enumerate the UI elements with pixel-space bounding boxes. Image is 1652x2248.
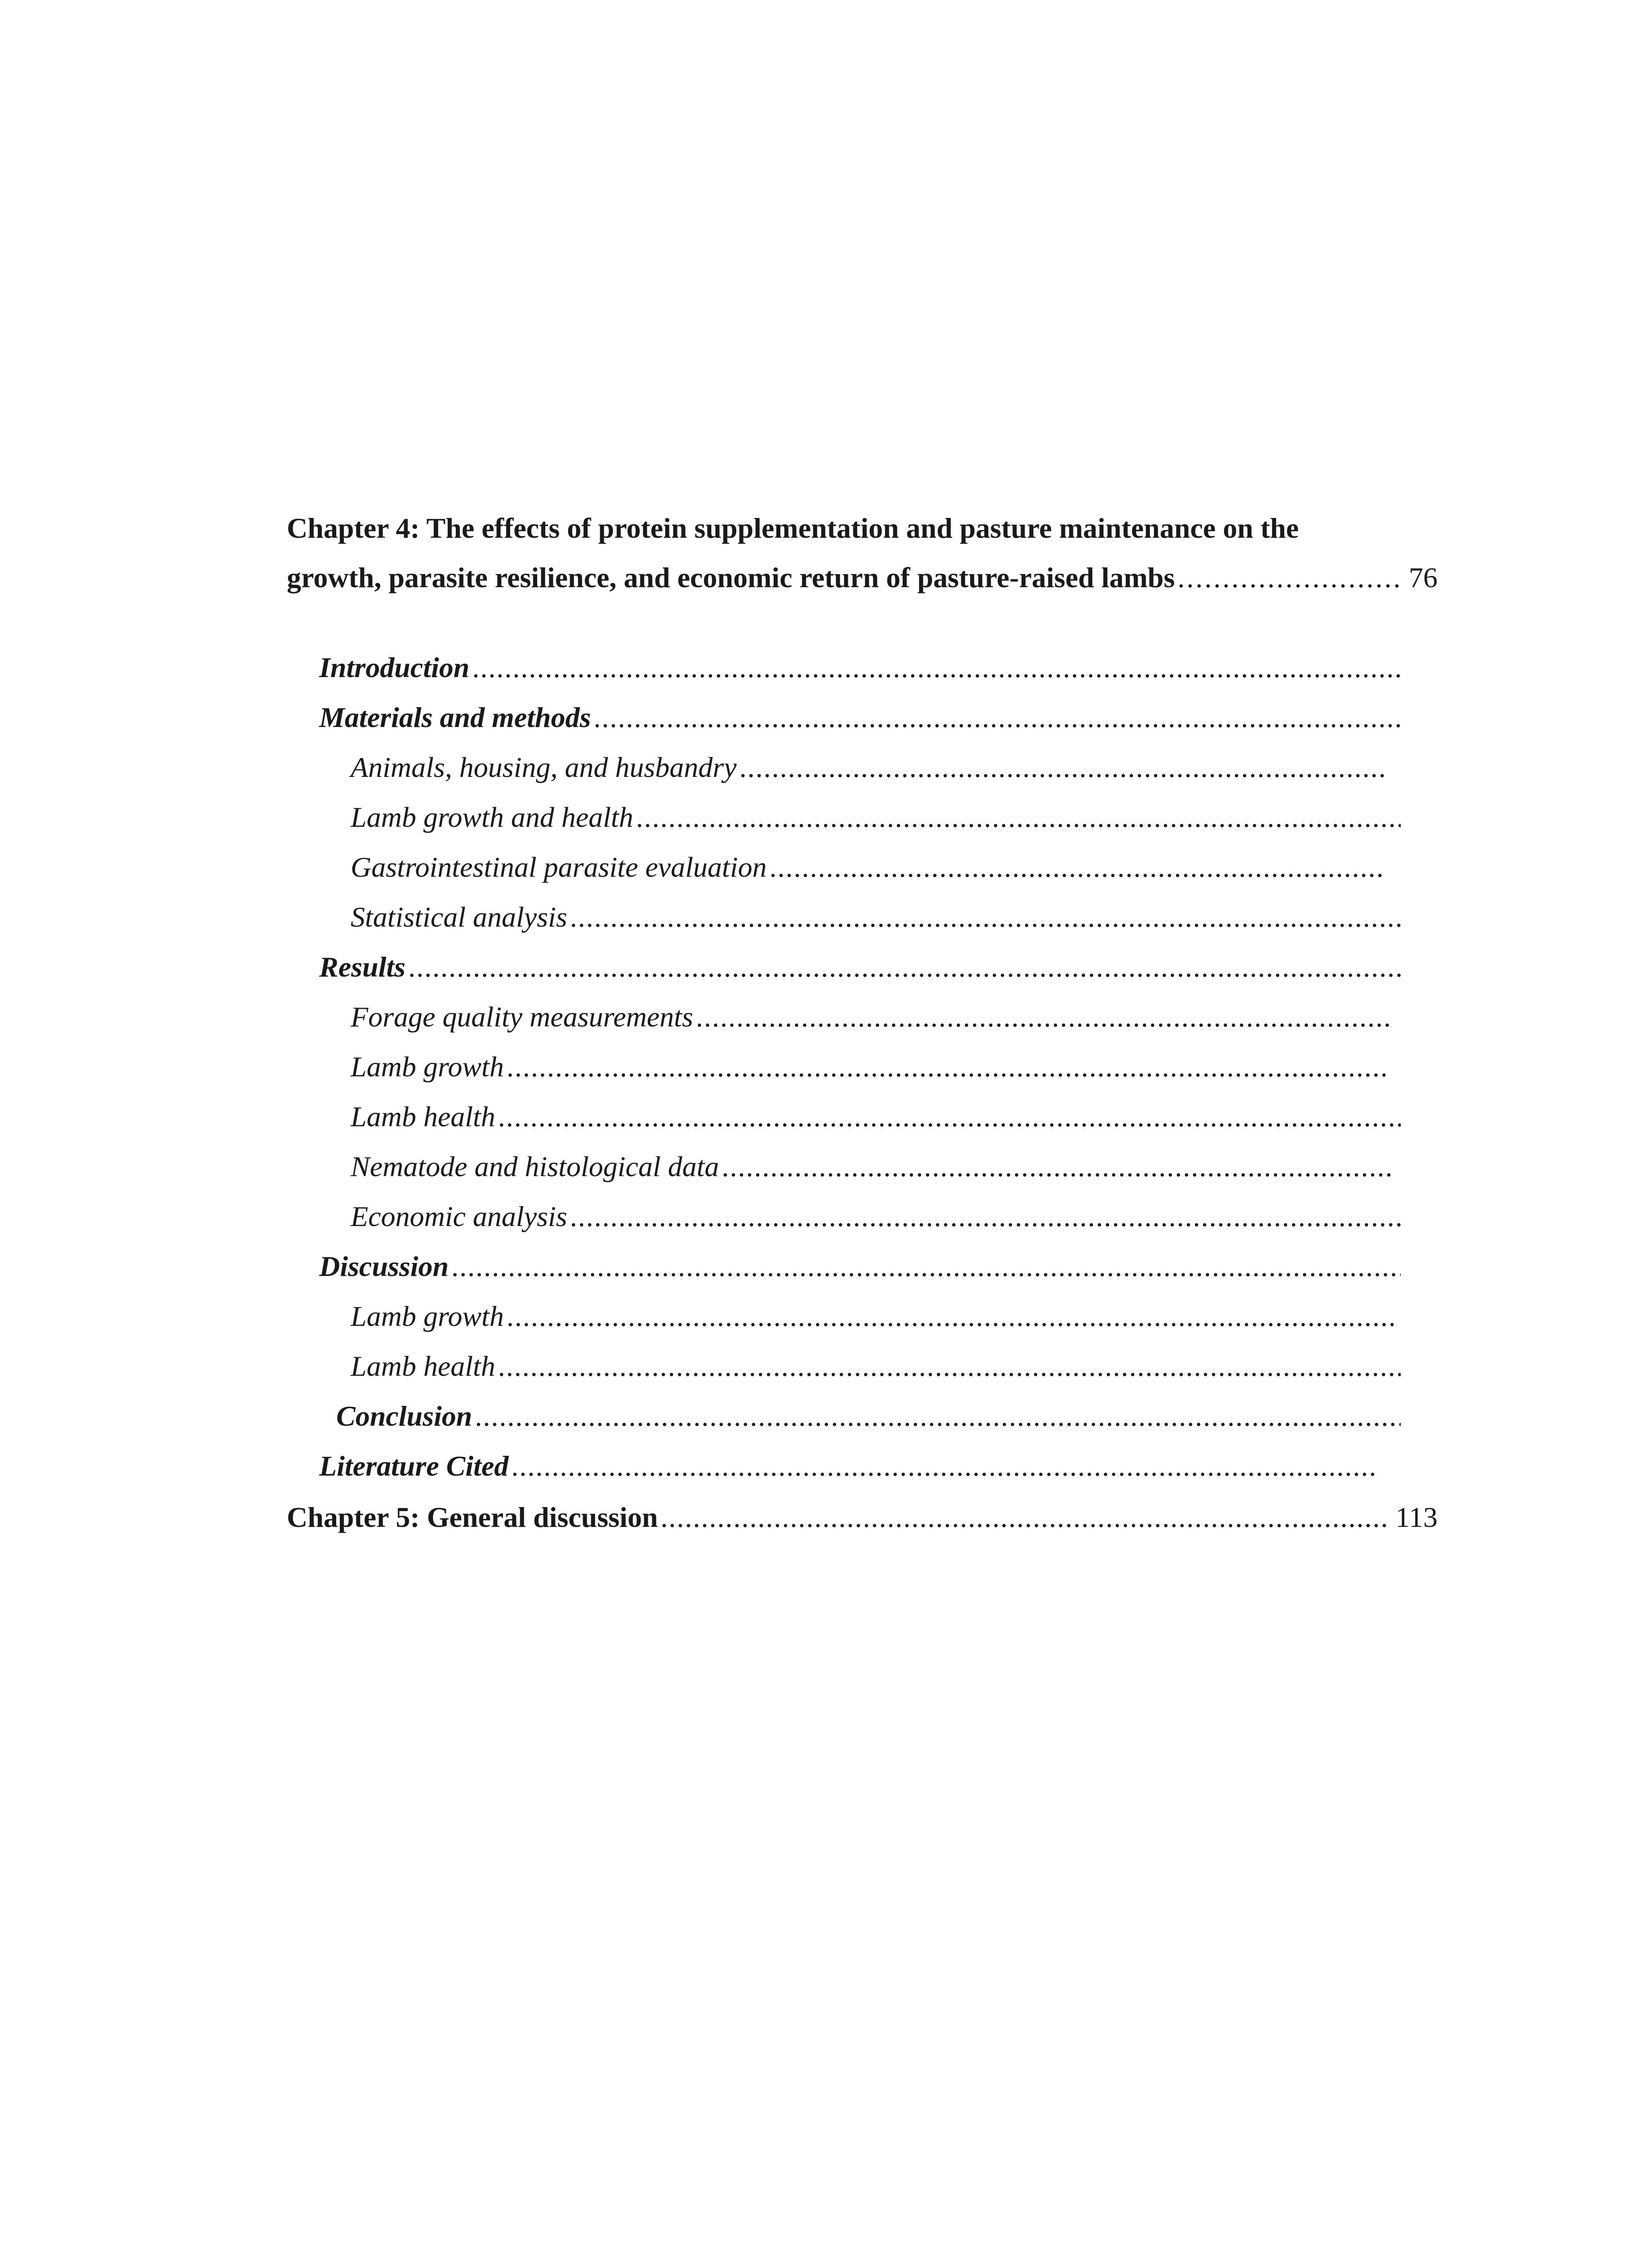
toc-entry-economic-analysis — [351, 1192, 1401, 1241]
toc-entry-label: Nematode and histological data — [351, 1151, 719, 1182]
dot-leader — [696, 992, 1394, 1042]
toc-entry-lamb-growth-and-health — [351, 793, 1401, 842]
dot-leader — [507, 1042, 1385, 1092]
dot-leader — [661, 1493, 1388, 1542]
toc-entry-label: Discussion — [319, 1250, 449, 1282]
dot-leader — [498, 1092, 1401, 1142]
dot-leader — [770, 843, 1385, 892]
toc-entry-label: Animals, housing, and husbandry — [351, 751, 737, 783]
toc-entry-nematode-histological — [351, 1142, 1394, 1191]
toc-entry-label: Materials and methods — [319, 701, 591, 733]
dot-leader — [475, 1392, 1401, 1441]
dot-leader — [507, 1292, 1394, 1341]
dot-leader — [408, 942, 1401, 992]
dot-leader — [570, 892, 1401, 942]
toc-entry-label: Literature Cited — [319, 1450, 509, 1482]
toc-entry-discussion-lamb-health — [351, 1342, 1401, 1391]
dot-leader — [722, 1142, 1394, 1191]
toc-entry-discussion — [319, 1242, 1401, 1291]
chapter-5-title: Chapter 5: General discussion — [287, 1501, 658, 1533]
toc-entry-animals-housing — [351, 743, 1385, 792]
toc-entry-forage-quality — [351, 992, 1394, 1042]
toc-entry-gastrointestinal-parasite — [351, 843, 1385, 892]
chapter-4-title-text-1: Chapter 4: The effects of protein supplementation and pasture maintenance on the — [287, 512, 1299, 544]
chapter-5-entry — [287, 1493, 1438, 1542]
toc-entry-literature-cited — [319, 1441, 1377, 1491]
toc-entry-label: Introduction — [319, 651, 470, 683]
toc-entry-label: Lamb growth — [351, 1300, 504, 1332]
toc-entry-lamb-growth — [351, 1042, 1385, 1092]
toc-entry-results — [319, 942, 1401, 992]
toc-entry-conclusion — [336, 1392, 1401, 1441]
toc-entry-label: Economic analysis — [351, 1200, 567, 1232]
dot-leader — [498, 1342, 1401, 1391]
chapter-4-entry — [287, 504, 1438, 602]
chapter-5-line — [287, 1493, 1438, 1542]
dot-leader — [451, 1242, 1401, 1291]
toc-entry-lamb-health — [351, 1092, 1401, 1142]
dot-leader — [472, 643, 1401, 692]
chapter-4-title-text-2: growth, parasite resilience, and economic return of pasture-raised lambs — [287, 562, 1175, 593]
toc-entry-label: Lamb growth and health — [351, 801, 633, 833]
toc-entry-label: Results — [319, 951, 406, 983]
toc-entry-introduction — [319, 643, 1401, 692]
dot-leader — [570, 1192, 1401, 1241]
toc-entry-discussion-lamb-growth — [351, 1292, 1394, 1341]
toc-entry-label: Statistical analysis — [351, 901, 567, 933]
dot-leader — [739, 743, 1385, 792]
toc-entry-label: Lamb health — [351, 1350, 495, 1382]
chapter-4-page-number: 76 — [1409, 562, 1438, 593]
toc-entry-label: Conclusion — [336, 1400, 472, 1432]
dot-leader — [1178, 553, 1401, 602]
toc-entry-label: Gastrointestinal parasite evaluation — [351, 851, 767, 883]
dot-leader — [636, 793, 1401, 842]
toc-entry-label: Lamb growth — [351, 1051, 504, 1083]
chapter-4-title-line-2 — [287, 553, 1438, 602]
chapter-4-title-line-1 — [287, 504, 1438, 553]
toc-entry-label: Forage quality measurements — [351, 1001, 693, 1033]
toc-entry-statistical-analysis — [351, 892, 1401, 942]
dot-leader — [594, 693, 1401, 742]
toc-entry-label: Lamb health — [351, 1101, 495, 1133]
toc-entry-materials-and-methods — [319, 693, 1401, 742]
dot-leader — [511, 1441, 1377, 1491]
chapter-5-page-number: 113 — [1395, 1501, 1438, 1533]
